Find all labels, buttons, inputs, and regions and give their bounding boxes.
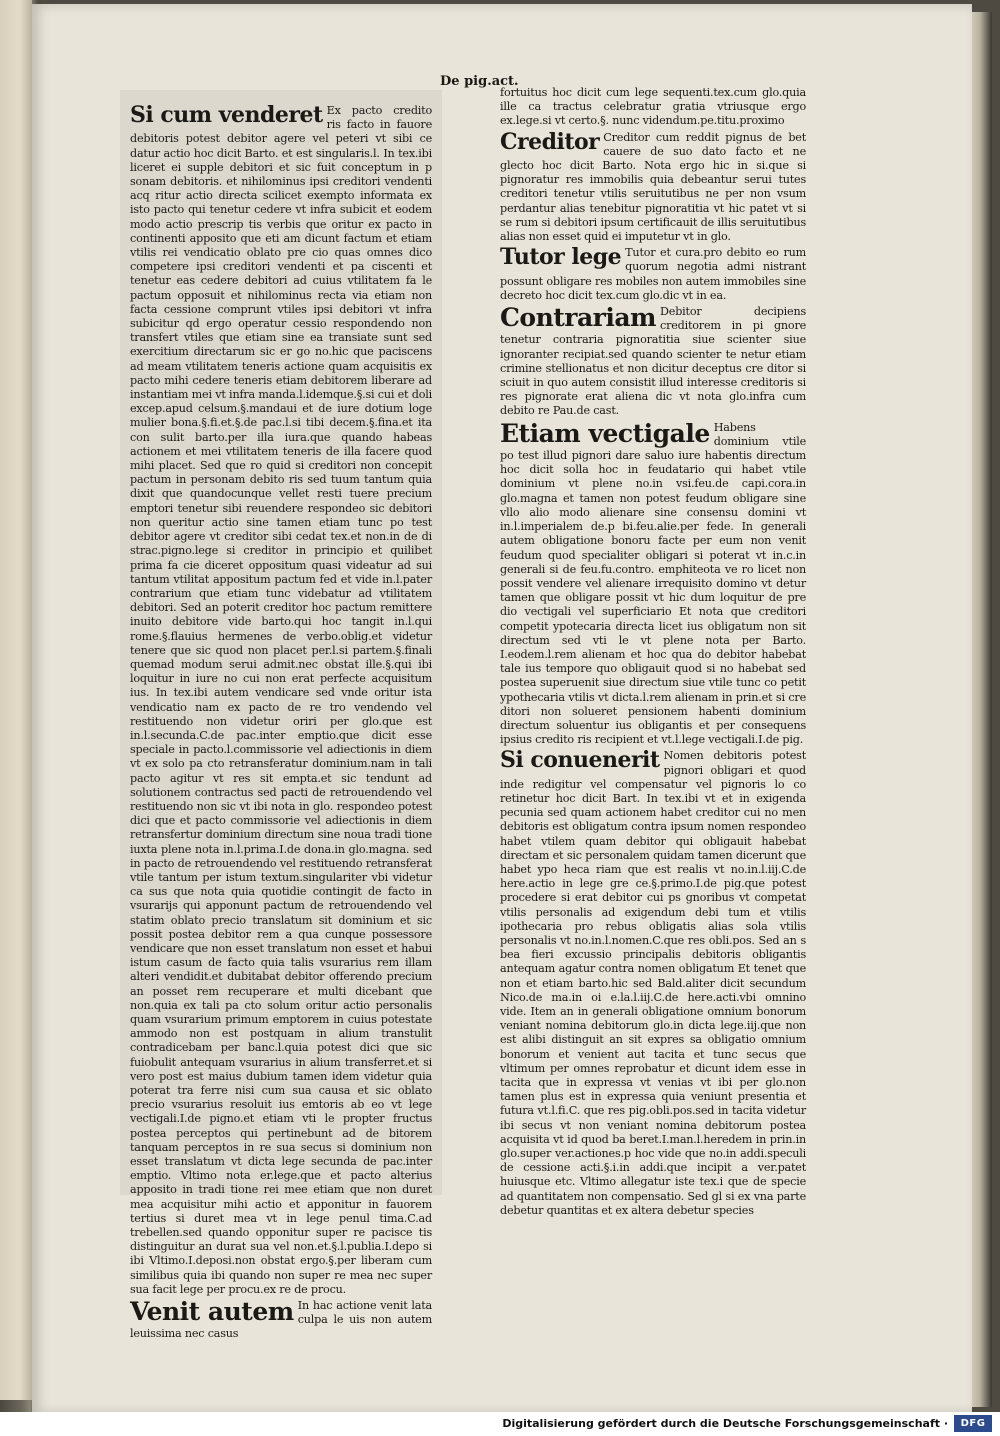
text-line: veniant nomina debitorum postea acquisita vt id quod ba: [500, 1118, 807, 1146]
text-line: Vltimo.I.deposi.non obstat ergo.§.per liberam cum similibus: [130, 1254, 432, 1282]
text-line: tima.C.ad trebellen.sed quando opponitur super re pacisce: [130, 1211, 432, 1240]
text-line: liberare ad instantiam mei vt infra manda.l.idemque.§.si cui: [130, 373, 432, 402]
text-line: netur etiam crimine stellionatus et non dicitur deceptus cre: [500, 347, 806, 375]
text-line: uis non autem leuissima nec casus: [130, 1313, 432, 1341]
text-line: am dicunt factum et etiam vtilis rei vendicatio oblato pre: [130, 231, 432, 260]
text-line: barto.hic sed Bald.aliter dicit secundum Nico.de ma.in oi: [500, 976, 806, 1004]
text-line: procu.ex re de procu.: [228, 1282, 347, 1296]
text-line: ce.§.primo.I.de pig.que potest procedere si erat debitor cui ps: [500, 877, 807, 905]
text-line: secus que vltimum per omnes reprobatur et dicunt idem esse: [500, 1047, 806, 1075]
text-line: Debitor decipiens creditorem in pi: [660, 305, 806, 333]
text-line: Ex pacto credito: [326, 104, 432, 117]
text-line: go no.hic que paciscens ad meam vtilitatem teneris actione: [130, 345, 433, 373]
text-line: tione rei mee etiam que non duret mea acquisitur mihi actio: [130, 1183, 432, 1211]
text-line: debitoris potest debitor agere vel peteri vt sibi ce: [130, 132, 432, 146]
text-line: ris sed tuum tantum quia dixit que quandocunque vellet resti: [130, 473, 432, 501]
text-line: modum serui admit.nec obstat ille.§.qui ibi loquitur in iure: [130, 657, 432, 686]
text-line: tenere que sic quod non placet per.l.si partem.§.finali quemad: [130, 643, 432, 671]
text-line: cunque possessore vendicare que non esset translatum non esset: [130, 927, 432, 955]
left-page-edge: [0, 0, 32, 1400]
text-line: tum et vtilis ipothecaria pro rebus obligatis alias sola vtilis: [500, 905, 807, 933]
text-line: iure habentis directum hoc dicit solla hoc in feudatario qui: [500, 449, 806, 477]
commentary-paragraph: [500, 418, 807, 748]
text-line: In hac actione venit lata culpa le: [297, 1299, 432, 1327]
text-line: et sic personalem quidam tamen dicerunt que habet ypo heca: [500, 848, 806, 876]
text-line: ius emtoris ab eo vt lege vectigali.I.de pigno.et etiam vti: [130, 1098, 433, 1126]
text-line: fortuitus hoc dicit cum lege sequenti.tex.cum glo.quia ille ca: [500, 86, 806, 114]
text-line: ro licet non possit vendere vel alienare irrequisito domino vt: [500, 562, 806, 590]
text-line: ritur actio directa scilicet exempto informata ex isto pacto qui: [130, 189, 433, 217]
text-line: riam que est realis vt no.in.l.iij.C.de here.actio in lege gre: [500, 862, 806, 891]
text-line: nistrant possunt obligare res mobiles non autem: [500, 260, 806, 288]
text-line: tuere precium emptori tenetur sibi reuendere respondeo sic: [130, 487, 432, 515]
text-line: alium transtulit contradicebam per banc.l.quia potest dici que: [130, 1027, 433, 1055]
text-line: mulier bona.§.fi.et.§.de pac.l.si tibi decem.§.fina.et ita con: [130, 416, 432, 444]
running-title: De pig.act.: [440, 74, 519, 89]
text-line: tutes creditori tenetur vtilis seruitutibus ne per non vsum: [500, 173, 806, 201]
lemma-heading: Si conuenerit: [500, 747, 660, 774]
text-line: inde redigitur vel compensatur vel pignoris lo: [500, 777, 785, 791]
text-line: Habens dominium vtile po: [500, 420, 806, 463]
text-line: quam acquisitis ex pacto mihi cedere teneris etiam debitorem: [130, 359, 432, 387]
page-fore-edge: [972, 12, 992, 1407]
text-line: appositum pactum fed et vide in.l.pater contrarium que etiam tunc: [130, 572, 432, 600]
text-line: post est maius dubium tamen idem videtur quia poterat tra: [130, 1069, 432, 1098]
text-line: bitorem tanquam perceptos in re sua secus si dominium non: [130, 1126, 432, 1154]
text-line: modo alienare sine consensu domini vt in.l.imperialem de.p: [500, 505, 807, 534]
text-line: bi.feu.alie.per fede. In generali autem obligatione bonoru: [500, 520, 806, 548]
commentary-paragraph: [500, 86, 806, 129]
text-line: cie diceret oppositum quasi videatur ad sui tantum vtilitat: [130, 558, 433, 586]
text-line: gnoribus vt competat vtilis personalis ad exigendum debi: [500, 891, 806, 919]
text-line: alteri vendidit.et dubitabat debitor offerendo precium an: [130, 970, 432, 998]
text-line: et habui istum casum de facto quia talis vsurarius rem illam: [130, 941, 432, 970]
text-line: si res pignorate erat aliena dic vt nota glo.infra cum debito: [500, 376, 806, 418]
text-line: que de specie ad quantitatem non compensatio. Sed gl: [500, 1175, 806, 1203]
text-line: ris recipient et vt.l.lege vectigali.I.de pig.: [577, 733, 804, 747]
text-line: debitori non queritur actio sine tamen etiam tunc po: [130, 501, 432, 529]
text-line: sus que nota quia quotidie contingit de facto in vsurarijs qui: [130, 885, 432, 913]
text-line: incipit a ver.patet huiusque etc. Vltimo allegatur iste tex.i: [500, 1161, 807, 1189]
text-line: dio vectigali vel superficiario Et nota que creditori competit: [500, 605, 806, 633]
text-line: apponunt pactum de retrouendendo vel statim oblato precio: [130, 899, 432, 927]
left-text-column: [120, 90, 442, 1341]
text-line: do debitor habebat tale ius tempore quo obligauit quod si no: [500, 647, 807, 676]
text-line: in.l.qui rome.§.flauius hermenes de verbo.oblig.et videtur: [130, 615, 433, 643]
text-line: que res pig.obli.pos.sed in tacita videtur ibi secus vt non: [500, 1104, 806, 1132]
text-line: est in.l.secunda.C.de pac.inter emptio.que dicit esse speciale: [130, 714, 432, 757]
text-line: tenetur cedere vt infra subicit et eodem modo actio prescrip: [130, 203, 432, 231]
text-line: co retinetur hoc dicit Bart. In tex.ibi vt et in: [500, 777, 806, 805]
commentary-paragraph: [130, 1299, 432, 1342]
text-line: cto solum oritur actio personalis quam vsurarium primum: [130, 998, 432, 1026]
text-line: siue scienter siue ignoranter recipiat.sed quando scienter te: [500, 333, 806, 361]
text-line: habet vtile dominium vt plene no.in vsi.feu.de capi.cora.in: [500, 463, 807, 491]
text-line: ergo operatur cessio respondendo non transfert vtiles que: [130, 317, 433, 345]
text-line: et doli excep.apud celsum.§.mandaui et de iure dotium loge: [130, 388, 433, 416]
commentary-paragraph: [500, 749, 806, 1218]
text-line: hoc vide que no.in addi.speculi de cessione acti.§.i.in addi.que: [500, 1147, 807, 1175]
text-line: re Pau.de cast.: [537, 404, 619, 418]
text-line: de retrouendendo vel restituendo non sic vt ibi nota in glo.: [130, 785, 432, 813]
text-line: habebat sed postea superuenit siue directum siue vtile tunc co: [500, 662, 807, 690]
text-line: cessione comprunt vtiles ipsi debitori vt infra subicitur qd: [130, 302, 432, 331]
text-line: cio quas omnes dico competere ipsi creditori vendenti et pa: [130, 246, 432, 274]
text-line: immobiles sine decreto hoc dicit tex.cum glo.dic: [500, 274, 806, 302]
text-line: Nomen debitoris potest: [663, 749, 806, 763]
text-line: sonam debitoris. et nihilominus ipsi creditori vendenti acq: [130, 175, 432, 203]
text-line: test illud pignori dare saluo: [517, 449, 674, 463]
text-line: le propter fructus postea perceptos qui pertinebunt ad de: [130, 1112, 432, 1140]
text-line: tro vendendo vel restituendo non videtur oriri per glo.que: [130, 700, 433, 728]
text-line: le vt plene nota per Barto. I.eodem.l.rem alienam et hoc qua: [500, 633, 806, 661]
text-line: quia ibi quando non super re mea nec super sua facit lege per: [130, 1268, 432, 1296]
text-line: tis verbis que oritur ex pacto in continenti apposito que eti: [130, 217, 433, 245]
text-line: videbatur ad vtilitatem debitori. Sed an poterit creditor hoc: [130, 586, 433, 615]
text-line: plus est in expressa quia veniunt presentia et futura vt.l.fi.C.: [500, 1090, 806, 1118]
text-line: rum quorum negotia admi: [625, 246, 806, 274]
text-line: posset rem recuperare et multi dicebant que non.quia ex tali pa: [130, 984, 433, 1012]
text-line: ferre nisi cum sua causa et sic oblato precio vsurarius resoluit: [130, 1084, 432, 1112]
text-line: ro quid si creditori non concepit pactum in personam debito: [130, 459, 433, 487]
text-line: sit empta.et sic tendunt ad solutionem contractus sed pacti: [130, 771, 432, 799]
text-line: personalis vt no.in.l.nomen.C.que res obli.pos. Sed an s: [500, 933, 806, 947]
text-line: vtile tantum per istum textum.singulariter vbi videtur ca: [130, 870, 432, 899]
text-line: sed in pacto de retrouendendo vel restituendo retransferat: [130, 842, 432, 870]
text-line: sa obligatio omnium bonorum et venient aut tacita et tunc: [500, 1033, 807, 1061]
text-line: soluentur ius obligantis et per consequens ipsius credito: [500, 718, 806, 747]
lemma-heading: Si cum venderet: [130, 102, 323, 128]
funding-credit: Digitalisierung gefördert durch die Deutsche Forschungsgemeinschaft ·: [502, 1417, 948, 1430]
text-line: glecto hoc dicit Barto. Nota ergo hic in si.que si: [500, 159, 806, 173]
text-line: e.la.l.iij.C.de here.acti.vbi omnino vide. Item an in generali: [500, 990, 806, 1018]
text-line: datur actio hoc dicit Barto. et est singularis.l.: [130, 146, 380, 160]
text-line: obligatione omnium bonorum veniant nomina debitorum: [500, 1005, 807, 1033]
text-line: vendicare sed vnde oritur ista vendicatio nam ex pacto de re: [130, 686, 433, 714]
commentary-paragraph: [500, 305, 806, 419]
text-line: Tutor et cura.pro debito eo: [625, 246, 779, 260]
text-line: poterat vt in.c.in generali si de feu.fu.contro. emphiteota ve: [500, 548, 807, 576]
text-line: men debitoris est obligatum contra ipsum nomen respondeo: [500, 806, 807, 834]
text-line: ditori non solueret pensionem habenti dominium directum: [500, 704, 806, 732]
text-line: glo.magna et tamen non potest feudum obligare sine vllo alio: [500, 491, 806, 519]
text-line: tione iuxta plene nota in.l.prima.I.de dona.in glo.magna.: [130, 828, 432, 856]
lemma-heading: Venit autem: [130, 1297, 294, 1327]
text-line: facte per eum non venit feudum quod specialiter obligari si: [500, 534, 807, 562]
text-line: tractus celebratur gratia vtriusque ergo ex.lege.si vt certo.§.: [500, 100, 807, 128]
digitization-footer: [0, 1412, 1000, 1436]
text-line: gnore tenetur contraria pignoratitia: [500, 319, 807, 347]
commentary-paragraph: [500, 128, 806, 245]
lemma-heading: Contrariam: [500, 303, 656, 333]
text-line: test debitor agere vt creditor sibi cedat tex.et non.in de di: [130, 515, 432, 544]
text-line: tis distinguitur an durat sua vel non.et.§.l.publia.I.depo si ibi: [130, 1226, 432, 1268]
dfg-logo: DFG: [954, 1415, 992, 1432]
text-line: In tex.ibi liceret ei supple debitori et sic fuit conceptum in p: [130, 146, 432, 174]
text-line: strac.pigno.lege si creditor in principio et quilibet prima fa: [130, 544, 432, 572]
text-line: detur tamen que obligare possit vt hic dum loquitur de pre: [500, 576, 806, 605]
text-line: bet cauere de suo dato facto et ne: [603, 130, 806, 158]
text-line: rum si debitori ipsum certificauit de illis seruitutibus alias: [500, 215, 806, 244]
text-line: in tacita que in expressa vt venias vt ibi per glo.non tamen: [500, 1061, 807, 1104]
text-line: in pacto.l.commissorie vel adiectionis in diem vt ex solo pa: [130, 743, 433, 771]
text-line: esset translatum vt dicta lege secunda de pac.inter emptio.: [130, 1155, 432, 1183]
text-line: in diem retransfertur dominium directum sine noua tradi: [130, 814, 433, 842]
text-line: si ex vna parte debetur quantitas et ex altera debetur species: [500, 1189, 806, 1217]
text-line: vt in ea.: [682, 288, 727, 302]
right-text-column: [494, 86, 812, 1217]
text-line: bea fieri excussio principalis debitoris obligantis antequam: [500, 948, 806, 976]
text-line: respondeo potest dici que et pacto commissorie vel adiectionis: [130, 799, 432, 828]
text-line: agatur contra nomen obligatum Et tenet que non et etiam: [500, 962, 806, 990]
commentary-paragraph: [130, 104, 432, 1297]
text-line: ciscenti et tenetur eas cedere debitori ad cuius vtilitatem fa: [130, 260, 432, 288]
text-line: ris facto in fauore: [326, 118, 432, 132]
text-line: translatum sit dominium et sic possit postea debitor rem a qua: [130, 913, 432, 941]
text-line: habet vtilem quam debitor qui obligauit habebat directam: [500, 834, 806, 862]
text-line: vtilitatem teneris de illa facere quod mihi placet. Sed que: [130, 444, 432, 473]
text-line: beret.I.man.l.heredem in prin.in glo.super ver.actiones.p: [500, 1132, 806, 1161]
text-line: pactum remittere inuito debitore vide barto.qui hoc tangit: [130, 601, 433, 629]
commentary-paragraph: [500, 246, 806, 303]
text-line: le pactum opposuit et nihilominus recta via etiam non facta: [130, 274, 432, 316]
text-line: nunc videndum.pe.titu.proximo: [612, 114, 785, 128]
text-line: sulit barto.per illa iura.que quando habeas actionem et mei: [130, 430, 432, 458]
text-line: cto retransferatur dominium.nam in tali pacto agitur vt res: [130, 757, 433, 785]
lemma-heading: Tutor lege: [500, 244, 622, 271]
text-line: et apponitur in fauorem tertius si duret mea vt in lege penul: [130, 1197, 433, 1225]
text-line: Creditor cum reddit pignus de: [603, 130, 782, 144]
text-line: ypotecaria directa licet ius obligatum non sit directum sed vti: [500, 619, 806, 647]
lemma-heading: Etiam vectigale: [500, 418, 710, 448]
text-line: emptorem in cuius potestate ammodo non est postquam in: [130, 1013, 433, 1041]
lemma-heading: Creditor: [500, 128, 600, 155]
text-line: exigenda pecunia sed quam actionem habet creditor cui no: [500, 791, 806, 820]
text-line: Vltimo nota er.lege.que et pacto alterius apposito in tradi: [130, 1169, 432, 1197]
text-line: etiam sine ea transiate sunt sed exercitium directarum sic er: [130, 331, 432, 359]
text-line: pignoratur res immobilis quia debeantur serui: [500, 173, 772, 187]
text-line: non esset quid ei imputetur vt in glo.: [528, 230, 731, 244]
text-line: perdantur alias tenebitur pignoratitia vt hic patet vt si se: [500, 201, 806, 229]
text-line: glo.in dicta lege.iij.que non est alibi distinguit an sit expres: [500, 1019, 807, 1047]
text-line: sic fuiobulit antequam vsurarius in alium transferret.et si vero: [130, 1041, 432, 1083]
text-line: ditor si sciuit in quo autem consistit illud interesse creditoris: [500, 361, 806, 390]
text-line: petit ypothecaria vtilis vt dicta.l.rem alienam in prin.et si cre: [500, 676, 807, 704]
text-line: pignori obligari et quod: [663, 763, 806, 777]
text-line: no cui non erat perfecte acquisitum ius. In tex.ibi autem: [130, 672, 432, 700]
